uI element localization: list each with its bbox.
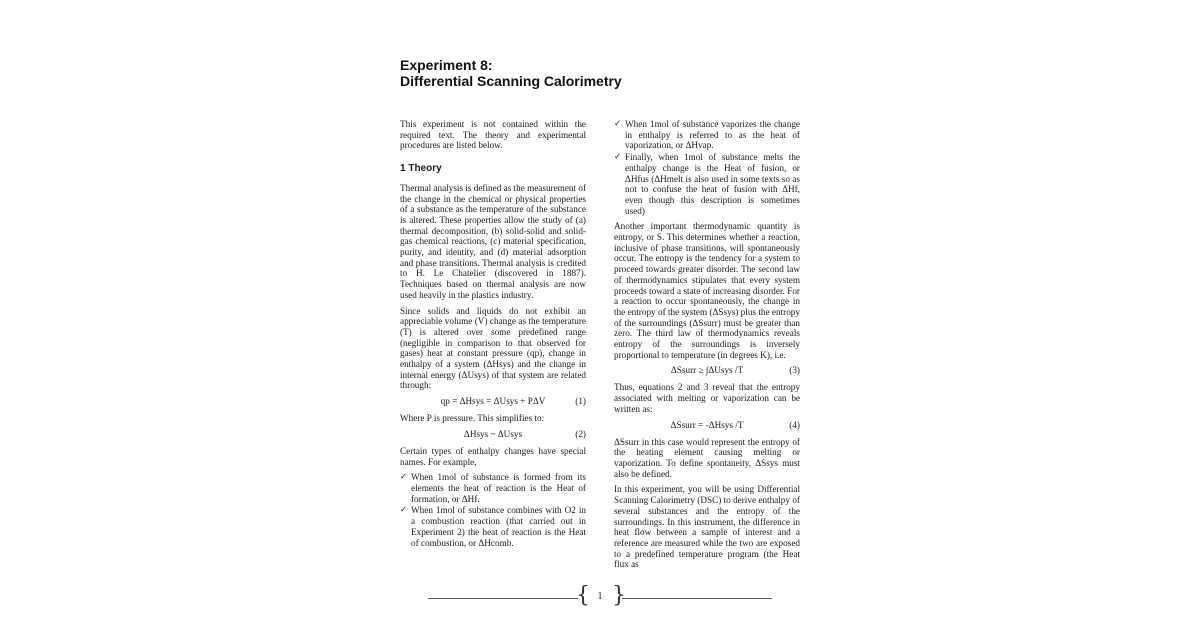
theory-paragraph-4: Certain types of enthalpy changes have special names. For example, <box>400 445 586 467</box>
equation-1-expression: qp = ΔHsys = ΔUsys + PΔV <box>440 396 546 407</box>
equation-4-number: (4) <box>789 419 800 430</box>
list-item-text: When 1mol of substance combines with O2 in a combustion reaction (that carried out in Experiment 2) the heat of reaction is the Heat of combustion, or ΔHcomb. <box>411 505 586 548</box>
equation-3 <box>614 365 800 377</box>
footer-rule-right <box>622 598 772 599</box>
right-brace-icon: } <box>612 583 626 608</box>
checkmark-icon: ✓ <box>614 152 622 163</box>
theory-paragraph-3: Where P is pressure. This simplifies to: <box>400 413 545 424</box>
equation-1-number: (1) <box>575 396 586 407</box>
equation-4-expression: ΔSsurr = -ΔHsys /T <box>670 419 744 430</box>
list-item-text: Finally, when 1mol of substance melts the enthalpy change is the Heat of fusion, or ΔHfus (ΔHmelt is also used in some texts so as not to confuse the heat of fusion with ΔHf, even though this description is sometimes used) <box>625 152 800 216</box>
enthalpy-list-right <box>614 119 800 216</box>
entropy-paragraph-1: Another important thermodynamic quantity is entropy, or S. This determines whether a reaction, inclusive of phase transitions, will spontaneously occur. The entropy is the tendency for a system to proceed towards greater disorder. The second law of thermodynamics stipulates that every system proceeds toward a state of increasing disorder. For a reaction to occur spontaneously, the change in the entropy of the system (ΔSsys) plus the entropy of the surroundings (ΔSsurr) must be greater than zero. The third law of thermodynamics reveals entropy of the surroundings is inversely proportional to temperature (in degrees K), i.e. <box>614 221 800 360</box>
equation-2-expression: ΔHsys ~ ΔUsys <box>463 428 523 439</box>
equation-3-number: (3) <box>789 365 800 376</box>
title-line-2: Differential Scanning Calorimetry <box>400 73 622 89</box>
equation-2-number: (2) <box>575 428 586 439</box>
checkmark-icon: ✓ <box>400 505 408 516</box>
left-column <box>400 119 586 553</box>
page-footer <box>428 583 772 609</box>
list-item-text: When 1mol of substance vaporizes the change in enthalpy is referred to as the heat of vaporization, or ΔHvap. <box>625 119 800 151</box>
equation-4 <box>614 420 800 432</box>
entropy-paragraph-2: Thus, equations 2 and 3 reveal that the entropy associated with melting or vaporization can be written as: <box>614 382 800 414</box>
left-brace-icon: { <box>576 583 590 608</box>
checkmark-icon: ✓ <box>400 472 408 483</box>
checkmark-icon: ✓ <box>614 119 622 129</box>
theory-paragraph-1: Thermal analysis is defined as the measurement of the change in the chemical or physical properties of a substance as the temperature of the substance is altered. These properties allow the study of (a) thermal decomposition, (b) solid-solid and solid-gas chemical reactions, (c) material specification, purity, and identity, and (d) material adsorption and phase transitions. Thermal analysis is credited to H. Le Chatelier (discovered in 1887). Techniques based on thermal analysis are now used heavily in the plastics industry. <box>400 182 586 300</box>
equation-1 <box>400 396 586 408</box>
theory-paragraph-2: Since solids and liquids do not exhibit an appreciable volume (V) change as the temperature (T) is altered over some predefined range (negligible in comparison to that observed for gases) heat at constant pressure (qp), change in enthalpy of a system (ΔHsys) and the change in internal energy (ΔUsys) of that system are related through: <box>400 305 586 391</box>
right-column <box>614 119 800 575</box>
intro-paragraph: This experiment is not contained within the required text. The theory and experimental procedures are listed below. <box>400 119 586 151</box>
page-title <box>400 57 622 89</box>
equation-2 <box>400 429 586 441</box>
page-number: 1 <box>597 591 603 602</box>
dsc-paragraph: In this experiment, you will be using Differential Scanning Calorimetry (DSC) to derive enthalpy of several substances and the entropy of the surroundings. In this instrument, the difference in heat flow between a sample of interest and a reference are measured while the two are exposed to a predefined temperature program (the Heat flux as <box>614 484 800 570</box>
list-item <box>614 152 800 216</box>
equation-3-expression: ΔSsurr ≥ ∫ΔUsys /T <box>670 365 744 376</box>
entropy-paragraph-3: ΔSsurr in this case would represent the entropy of the heating element causing melting or vaporization. To define spontaneity, ΔSsys must also be defined. <box>614 436 800 479</box>
title-line-1: Experiment 8: <box>400 57 493 73</box>
section-heading-theory: 1 Theory <box>400 163 442 175</box>
enthalpy-list-left <box>400 472 586 548</box>
list-item-text: When 1mol of substance is formed from its elements the heat of reaction is the Heat of formation, or ΔHf. <box>411 472 586 504</box>
list-item <box>400 472 586 504</box>
list-item <box>614 119 800 151</box>
footer-rule-left <box>428 598 578 599</box>
list-item <box>400 505 586 548</box>
